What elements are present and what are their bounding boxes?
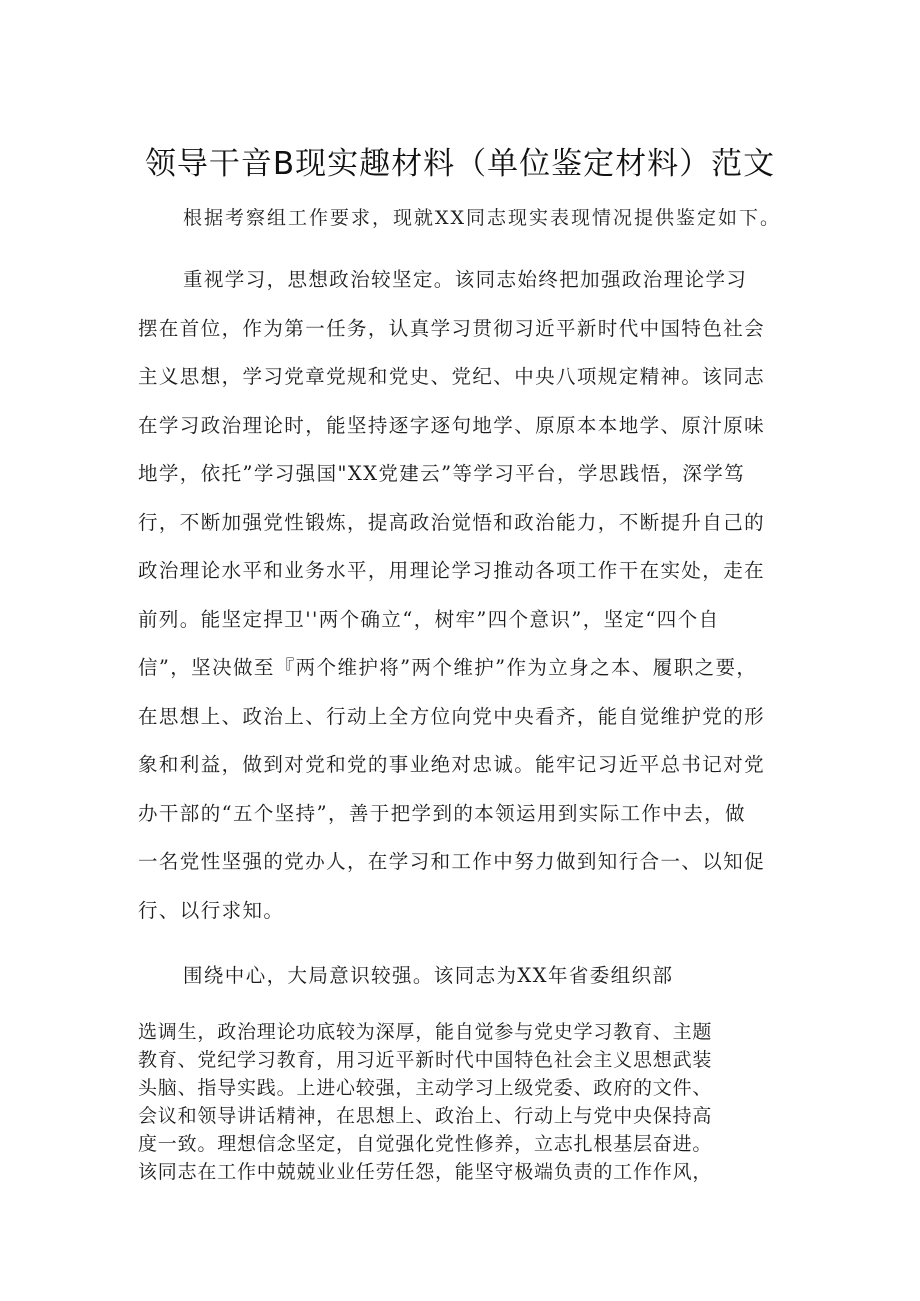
paragraph-line: 办干部的“五个坚持”，善于把学到的本领运用到实际工作中去，做 [138,802,746,825]
paragraph-line: 地学，依托”学习强国"XX党建云”等学习平台，学思践悟，深学笃 [138,462,746,485]
paragraph-line: 象和利益，做到对党和党的事业绝对忠诚。能牢记习近平总书记对党 [138,753,766,776]
intro-line: 根据考察组工作要求，现就XX同志现实表现情况提供鉴定如下。 [183,207,782,229]
document-title: 领导干音B现实趣材料（单位鉴定材料）范文 [144,146,776,182]
paragraph-line: 政治理论水平和业务水平，用理论学习推动各项工作干在实处，走在 [138,559,766,582]
paragraph-line: 行，不断加强党性锻炼，提高政治觉悟和政治能力，不断提升自己的 [138,511,766,534]
paragraph-line: 行、以行求知。 [138,899,285,922]
paragraph-line: 教育、党纪学习教育，用习近平新时代中国特色社会主义思想武装 [138,1049,713,1071]
paragraph-line: 一名党性坚强的党办人，在学习和工作中努力做到知行合一、以知促 [138,850,766,873]
paragraph-line: 头脑、指导实践。上进心较强，主动学习上级党委、政府的文件、 [138,1077,713,1099]
paragraph-line: 度一致。理想信念坚定，自觉强化党性修养，立志扎根基层奋进。 [138,1133,713,1155]
paragraph-line: 主义思想，学习党章党规和党史、党纪、中央八项规定精神。该同志 [138,365,766,388]
paragraph-line: 前列。能坚定捍卫''两个确立“，树牢”四个意识”，坚定“四个自 [138,608,720,631]
paragraph-line: 信”，坚决做至『两个维护将”两个维护”作为立身之本、履职之要， [138,656,758,679]
paragraph-line: 在学习政治理论时，能坚持逐字逐句地学、原原本本地学、原汁原味 [138,414,766,437]
paragraph-line: 会议和领导讲话精神，在思想上、政治上、行动上与党中央保持高 [138,1105,713,1127]
paragraph-line: 围绕中心，大局意识较强。该同志为XX年省委组织部 [183,964,674,987]
paragraph-line: 该同志在工作中兢兢业业任劳任怨，能坚守极端负责的工作作风， [138,1161,713,1183]
paragraph-line: 在思想上、政治上、行动上全方位向党中央看齐，能自觉维护党的形 [138,705,766,728]
paragraph-line: 重视学习，思想政治较坚定。该同志始终把加强政治理论学习 [183,268,748,291]
paragraph-line: 选调生，政治理论功底较为深厚，能自觉参与党史学习教育、主题 [138,1021,713,1043]
paragraph-line: 摆在首位，作为第一任务，认真学习贯彻习近平新时代中国特色社会 [138,317,766,340]
